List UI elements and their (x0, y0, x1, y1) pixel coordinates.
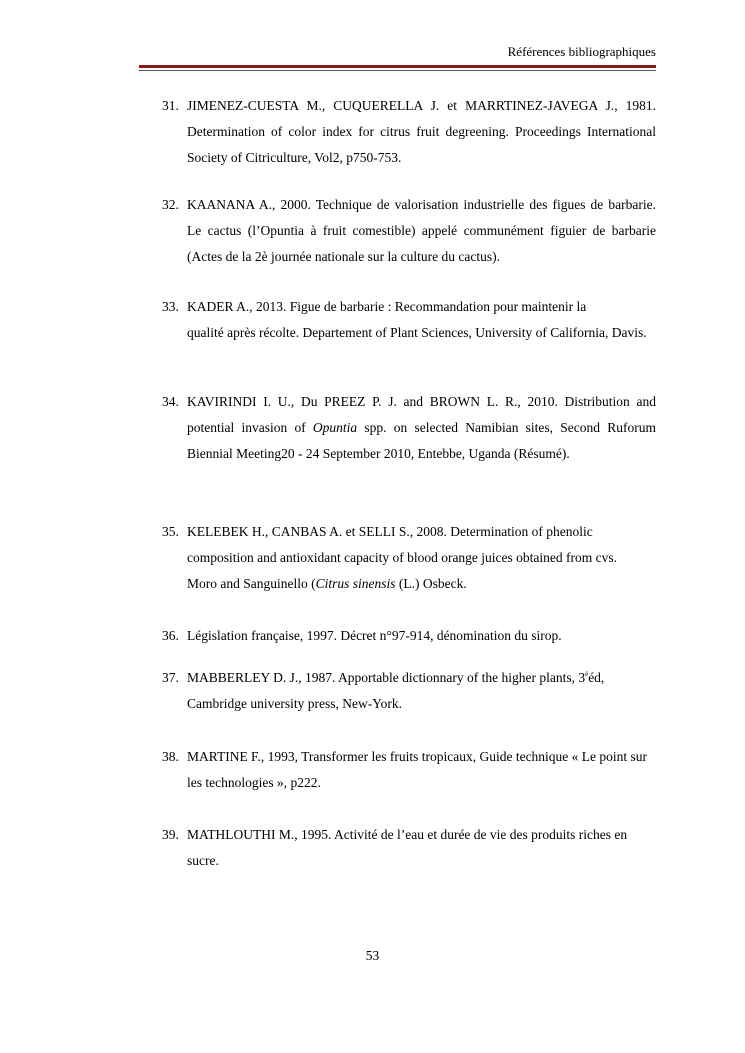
reference-text-part: spp. on selected Namibian sites, Second Ruforum Biennial Meeting20 - 24 September 2010, Entebbe, Uganda (Résumé). (187, 420, 656, 461)
reference-number: 33. (162, 299, 179, 314)
reference-text (187, 389, 656, 467)
reference-item (162, 93, 656, 171)
reference-text-rest: qualité après récolte. Departement of Plant Sciences, University of California, Davis. (187, 325, 647, 340)
reference-item (162, 519, 656, 597)
reference-item (162, 822, 656, 874)
reference-text (187, 519, 642, 597)
reference-item (162, 623, 656, 649)
reference-text-part: KELEBEK H., CANBAS A. et SELLI S., 2008. Determination of phenolic composition and antioxidant capacity of blood orange juices obtained from cvs. Moro and Sanguinello ( (187, 524, 618, 591)
reference-text-part: éd, Cambridge university press, New-York. (187, 670, 605, 711)
species-name: Opuntia (312, 420, 358, 435)
species-name: Citrus sinensis (315, 576, 396, 591)
reference-item (162, 744, 656, 796)
header-rule-thick (139, 65, 656, 68)
reference-number: 38. (162, 749, 179, 764)
reference-item (162, 192, 656, 270)
reference-item (162, 294, 656, 346)
reference-number: 37. (162, 670, 179, 685)
reference-number: 32. (162, 197, 179, 212)
reference-text (187, 294, 656, 346)
reference-text: Législation française, 1997. Décret n°97-914, dénomination du sirop. (187, 628, 562, 643)
header-rule-thin (139, 70, 656, 71)
reference-text: JIMENEZ-CUESTA M., CUQUERELLA J. et MARRTINEZ-JAVEGA J., 1981. Determination of color index for citrus fruit degreening. Proceedings International Society of Citriculture, Vol2, p750-753. (187, 98, 656, 165)
reference-text (187, 665, 656, 717)
reference-item (162, 665, 656, 717)
reference-item (162, 389, 656, 467)
reference-text-line: KADER A., 2013. Figue de barbarie : Recommandation pour maintenir la (187, 299, 587, 314)
reference-number: 39. (162, 827, 179, 842)
reference-number: 31. (162, 98, 179, 113)
reference-text: MATHLOUTHI M., 1995. Activité de l’eau et durée de vie des produits riches en sucre. (187, 827, 628, 868)
reference-text-part: MABBERLEY D. J., 1987. Apportable dictionnary of the higher plants, 3 (187, 670, 586, 685)
superscript: è (585, 670, 589, 678)
header-title: Références bibliographiques (507, 44, 656, 59)
page-number: 53 (365, 948, 380, 963)
reference-number: 36. (162, 628, 179, 643)
reference-text: KAANANA A., 2000. Technique de valorisation industrielle des figues de barbarie. Le cactus (l’Opuntia à fruit comestible) appelé communément figuier de barbarie (Actes de la 2è journée nationale sur la culture du cactus). (187, 197, 656, 264)
reference-text: MARTINE F., 1993, Transformer les fruits tropicaux, Guide technique « Le point sur les technologies », p222. (187, 749, 648, 790)
reference-text-part: KAVIRINDI I. U., Du PREEZ P. J. and BROWN L. R., 2010. Distribution and potential invasion of (187, 394, 656, 435)
reference-text-part: (L.) Osbeck. (395, 576, 467, 591)
reference-number: 34. (162, 394, 179, 409)
reference-number: 35. (162, 524, 179, 539)
